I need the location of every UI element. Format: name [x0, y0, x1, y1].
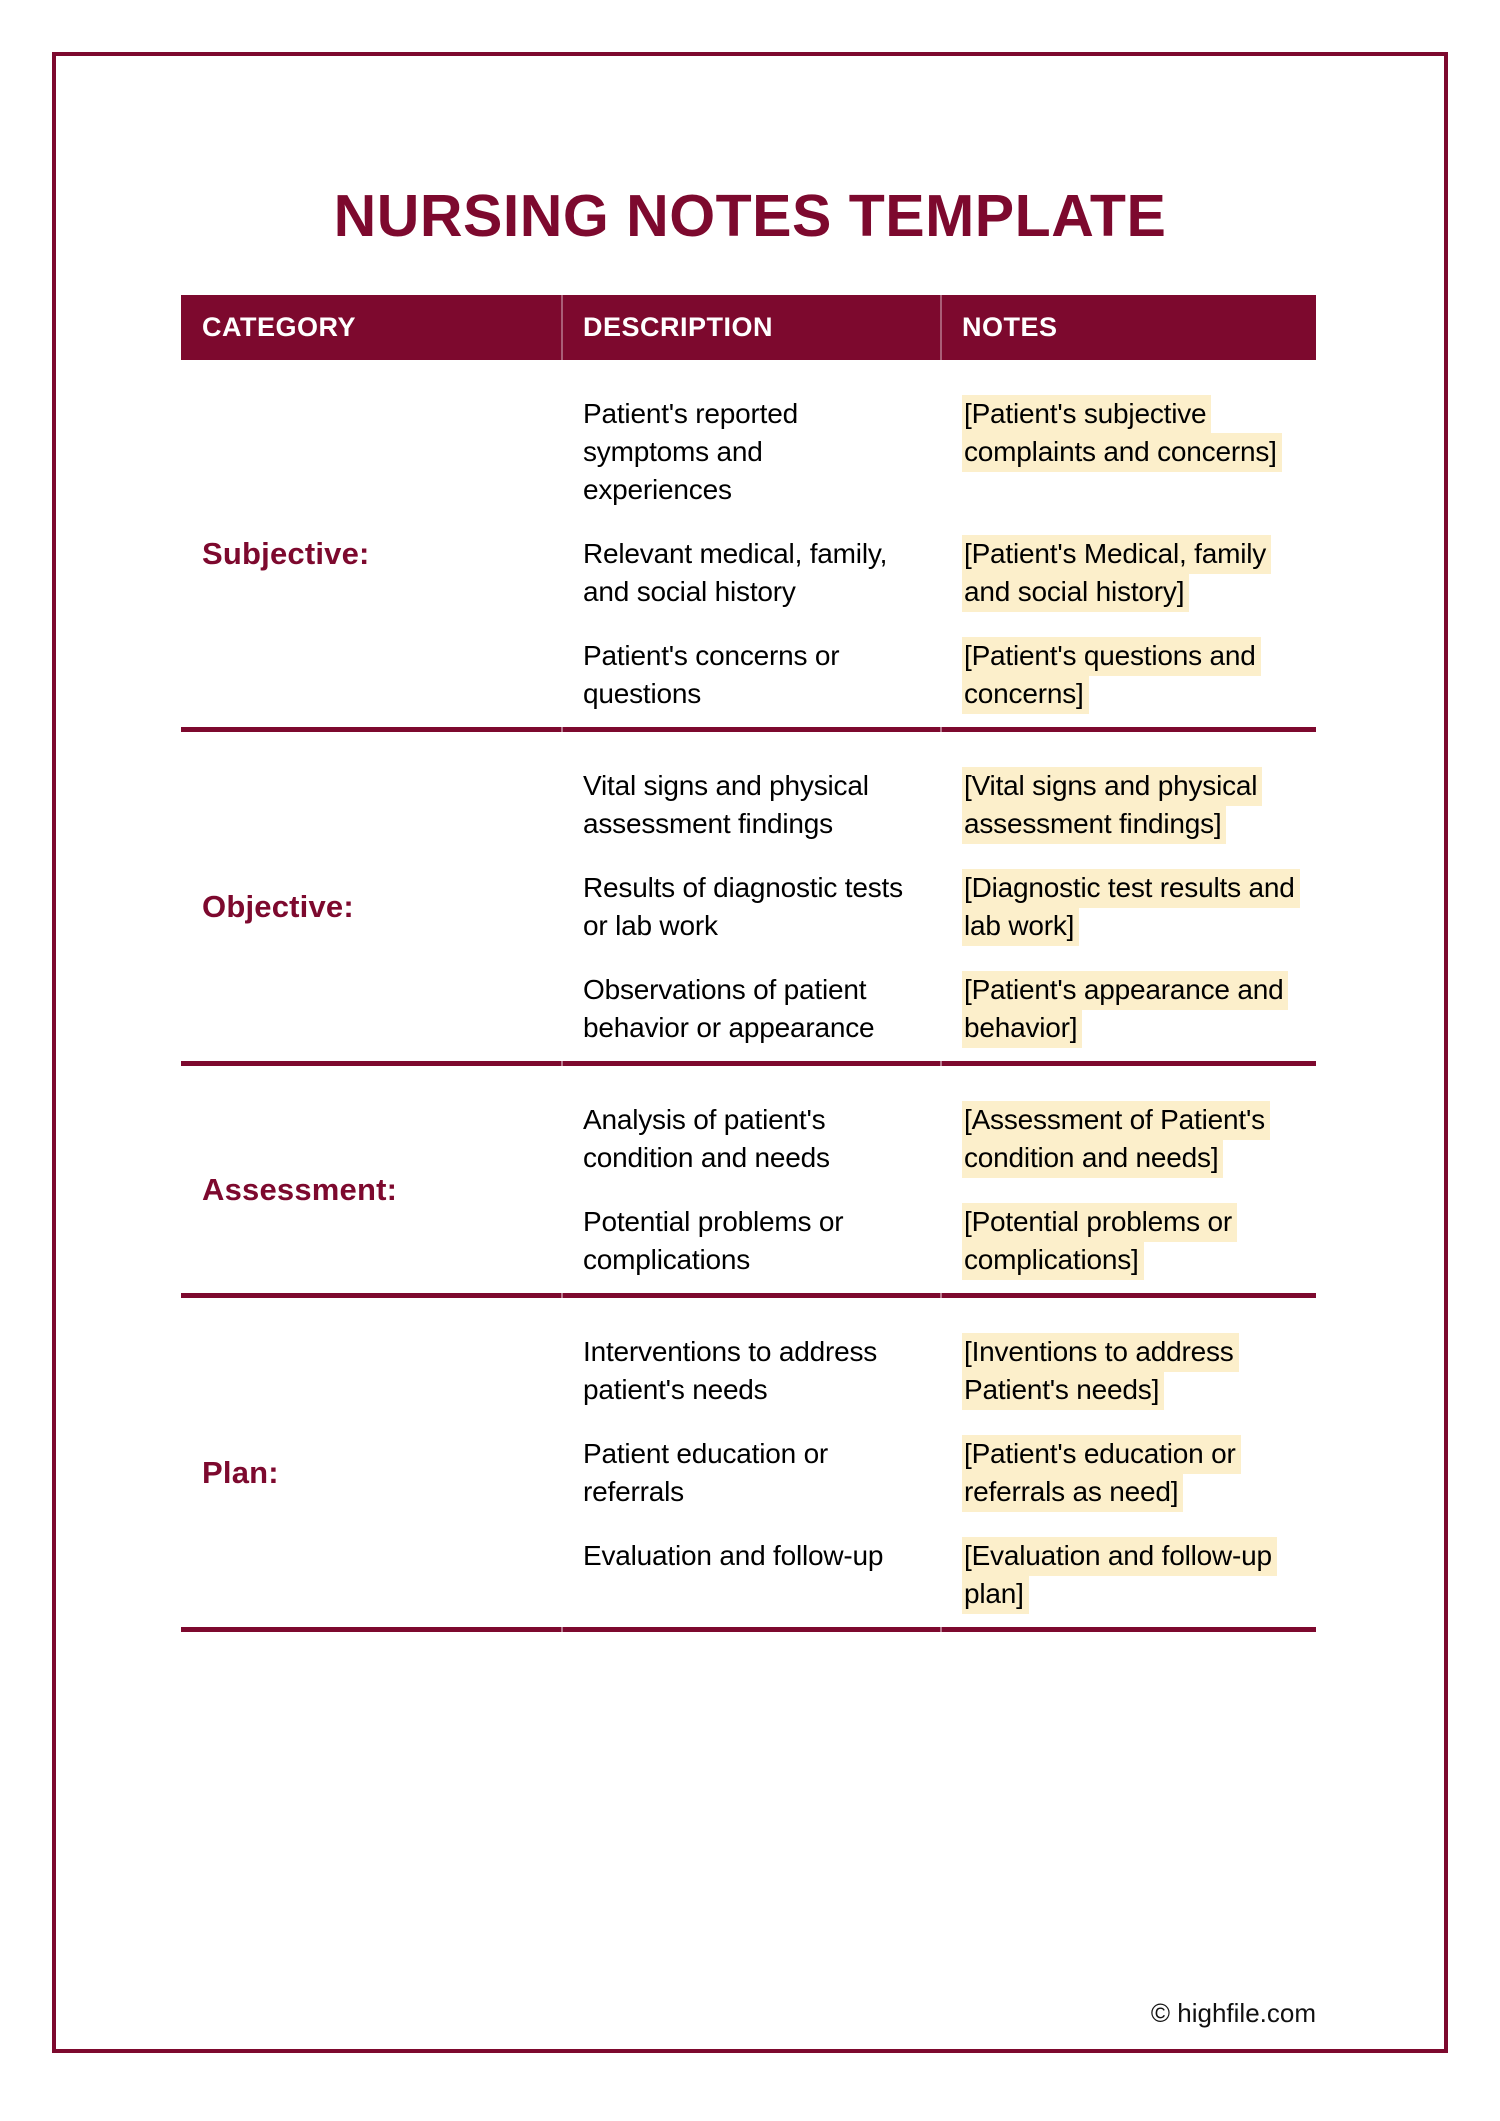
description-cell: [562, 971, 941, 1047]
section-assessment: [181, 1066, 1316, 1298]
note-placeholder-field[interactable]: [Vital signs and physical assessment findings]: [962, 767, 1262, 844]
note-placeholder-field[interactable]: [Potential problems or complications]: [962, 1203, 1237, 1280]
note-placeholder-field[interactable]: [Patient's appearance and behavior]: [962, 971, 1288, 1048]
notes-cell: [941, 1435, 1316, 1511]
description-cell: [562, 767, 941, 843]
divider-seam: [940, 1627, 942, 1632]
column-header-notes: NOTES: [962, 312, 1058, 342]
description-text: Interventions to address patient's needs: [583, 1336, 878, 1405]
notes-cell: [941, 1333, 1316, 1409]
category-cell: [181, 1333, 562, 1613]
category-label: Assessment:: [202, 1172, 398, 1207]
column-header-category: CATEGORY: [202, 312, 357, 342]
section-rows: [562, 767, 1316, 1047]
description-text: Relevant medical, family, and social history: [583, 538, 888, 607]
description-cell: [562, 1203, 941, 1279]
table-row: [562, 1537, 1316, 1613]
note-placeholder-field[interactable]: [Inventions to address Patient's needs]: [962, 1333, 1239, 1410]
note-placeholder-field[interactable]: [Patient's questions and concerns]: [962, 637, 1261, 714]
category-label: Plan:: [202, 1455, 279, 1490]
nursing-notes-table: [181, 295, 1316, 1632]
description-cell: [562, 1537, 941, 1613]
notes-cell: [941, 971, 1316, 1047]
page-title: NURSING NOTES TEMPLATE: [333, 183, 1167, 249]
column-header-description: DESCRIPTION: [583, 312, 774, 342]
note-placeholder-field[interactable]: [Evaluation and follow-up plan]: [962, 1537, 1277, 1614]
section-rows: [562, 1333, 1316, 1613]
description-text: Patient's concerns or questions: [583, 640, 840, 709]
description-text: Observations of patient behavior or appearance: [583, 974, 875, 1043]
section-rows: [562, 395, 1316, 713]
section-plan: [181, 1298, 1316, 1632]
table-row: [562, 535, 1316, 611]
table-row: [562, 1333, 1316, 1409]
notes-cell: [941, 1101, 1316, 1177]
description-text: Potential problems or complications: [583, 1206, 844, 1275]
header-column-divider: [940, 295, 942, 360]
category-cell: [181, 767, 562, 1047]
table-row: [562, 767, 1316, 843]
table-row: [562, 971, 1316, 1047]
table-row: [562, 395, 1316, 509]
note-placeholder-field[interactable]: [Patient's subjective complaints and concerns]: [962, 395, 1282, 472]
divider-seam: [561, 1627, 563, 1632]
footer-credit: © highfile.com: [1150, 1998, 1316, 2028]
table-row: [562, 869, 1316, 945]
category-label: Subjective:: [202, 536, 370, 571]
description-cell: [562, 1333, 941, 1409]
description-cell: [562, 869, 941, 945]
table-row: [562, 1101, 1316, 1177]
notes-cell: [941, 869, 1316, 945]
table-header-row: [181, 295, 1316, 360]
note-placeholder-field[interactable]: [Assessment of Patient's condition and needs]: [962, 1101, 1270, 1178]
notes-cell: [941, 637, 1316, 713]
description-text: Vital signs and physical assessment findings: [583, 770, 869, 839]
notes-cell: [941, 767, 1316, 843]
note-placeholder-field[interactable]: [Diagnostic test results and lab work]: [962, 869, 1300, 946]
notes-cell: [941, 395, 1316, 509]
description-text: Patient education or referrals: [583, 1438, 829, 1507]
description-text: Patient's reported symptoms and experiences: [583, 398, 798, 505]
description-cell: [562, 637, 941, 713]
note-placeholder-field[interactable]: [Patient's education or referrals as need]: [962, 1435, 1241, 1512]
description-cell: [562, 535, 941, 611]
notes-cell: [941, 1203, 1316, 1279]
description-cell: [562, 1435, 941, 1511]
category-cell: [181, 1101, 562, 1279]
description-cell: [562, 395, 941, 509]
category-cell: [181, 395, 562, 713]
table-body: [181, 360, 1316, 1632]
notes-cell: [941, 535, 1316, 611]
description-text: Analysis of patient's condition and needs: [583, 1104, 830, 1173]
description-text: Results of diagnostic tests or lab work: [583, 872, 903, 941]
note-placeholder-field[interactable]: [Patient's Medical, family and social history]: [962, 535, 1271, 612]
description-text: Evaluation and follow-up: [583, 1540, 884, 1571]
section-rows: [562, 1101, 1316, 1279]
table-row: [562, 1435, 1316, 1511]
header-column-divider: [561, 295, 563, 360]
notes-cell: [941, 1537, 1316, 1613]
table-row: [562, 1203, 1316, 1279]
description-cell: [562, 1101, 941, 1177]
table-row: [562, 637, 1316, 713]
section-objective: [181, 732, 1316, 1066]
section-subjective: [181, 360, 1316, 732]
category-label: Objective:: [202, 889, 354, 924]
